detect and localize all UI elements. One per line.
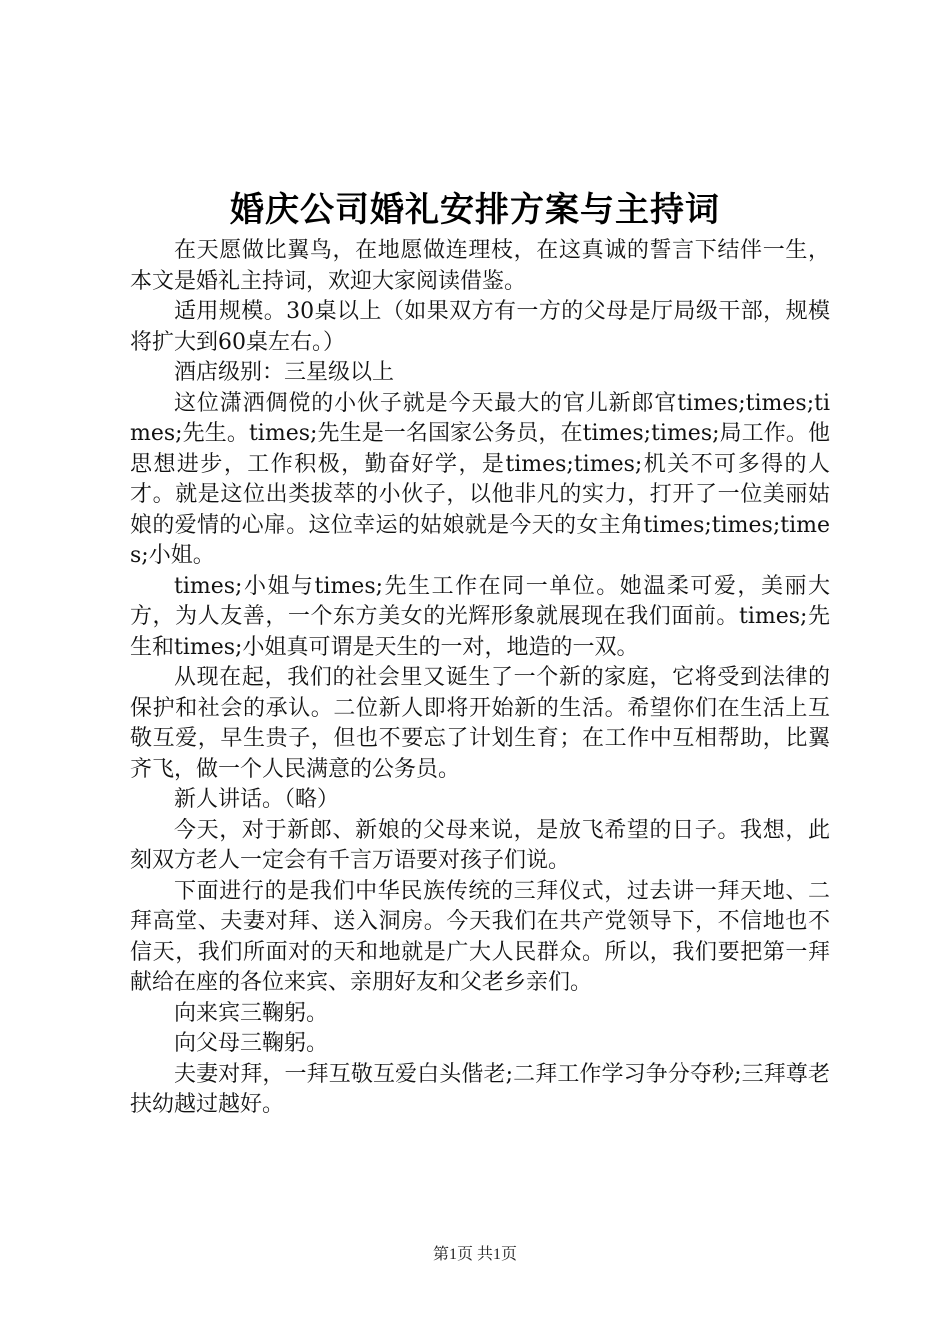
paragraph-couple-bow: 夫妻对拜，一拜互敬互爱白头偕老;二拜工作学习争分夺秒;三拜尊老扶幼越过越好。 bbox=[130, 1061, 830, 1117]
paragraph-bow-parents: 向父母三鞠躬。 bbox=[174, 1031, 329, 1056]
paragraph-hotel-level: 酒店级别：三星级以上 bbox=[174, 360, 395, 385]
paragraph-bow-guests: 向来宾三鞠躬。 bbox=[174, 1000, 329, 1026]
paragraph-groom-intro: 这位潇洒倜傥的小伙子就是今天最大的官儿新郎官times;times;times;先生。times;先生是一名国家公务员，在times;times;局工作。他思想进步，工作积极，勤奋好学，是times;times;机关不可多得的人才。就是这位出类拔萃的小伙子，以他非凡的实力，打开了一位美丽姑娘的爱情的心扉。这位幸运的姑娘就是今天的女主角times;times;times;小姐。 bbox=[130, 390, 830, 568]
paragraph-new-family: 从现在起，我们的社会里又诞生了一个新的家庭，它将受到法律的保护和社会的承认。二位新人即将开始新的生活。希望你们在生活上互敬互爱，早生贵子，但也不要忘了计划生育；在工作中互相帮助，比翼齐飞，做一个人民满意的公务员。 bbox=[130, 665, 830, 782]
paragraph-intro: 在天愿做比翼鸟，在地愿做连理枝，在这真诚的誓言下结伴一生，本文是婚礼主持词，欢迎大家阅读借鉴。 bbox=[130, 238, 830, 294]
document-title: 婚庆公司婚礼安排方案与主持词 bbox=[230, 190, 720, 230]
paragraph-bride-intro: times;小姐与times;先生工作在同一单位。她温柔可爱，美丽大方，为人友善，一个东方美女的光辉形象就展现在我们面前。times;先生和times;小姐真可谓是天生的一对，地造的一双。 bbox=[130, 573, 830, 660]
document-body bbox=[130, 236, 830, 1121]
paragraph-three-bows: 下面进行的是我们中华民族传统的三拜仪式，过去讲一拜天地、二拜高堂、夫妻对拜、送入洞房。今天我们在共产党领导下，不信地也不信天，我们所面对的天和地就是广大人民群众。所以，我们要把第一拜献给在座的各位来宾、亲朋好友和父老乡亲们。 bbox=[130, 878, 830, 995]
page-footer: 第1页 共1页 bbox=[432, 1246, 517, 1263]
paragraph-couple-speech: 新人讲话。（略） bbox=[174, 787, 340, 812]
paragraph-scale: 适用规模。30桌以上（如果双方有一方的父母是厅局级干部，规模将扩大到60桌左右。） bbox=[130, 299, 830, 355]
paragraph-parents: 今天，对于新郎、新娘的父母来说，是放飞希望的日子。我想，此刻双方老人一定会有千言万语要对孩子们说。 bbox=[130, 817, 830, 873]
